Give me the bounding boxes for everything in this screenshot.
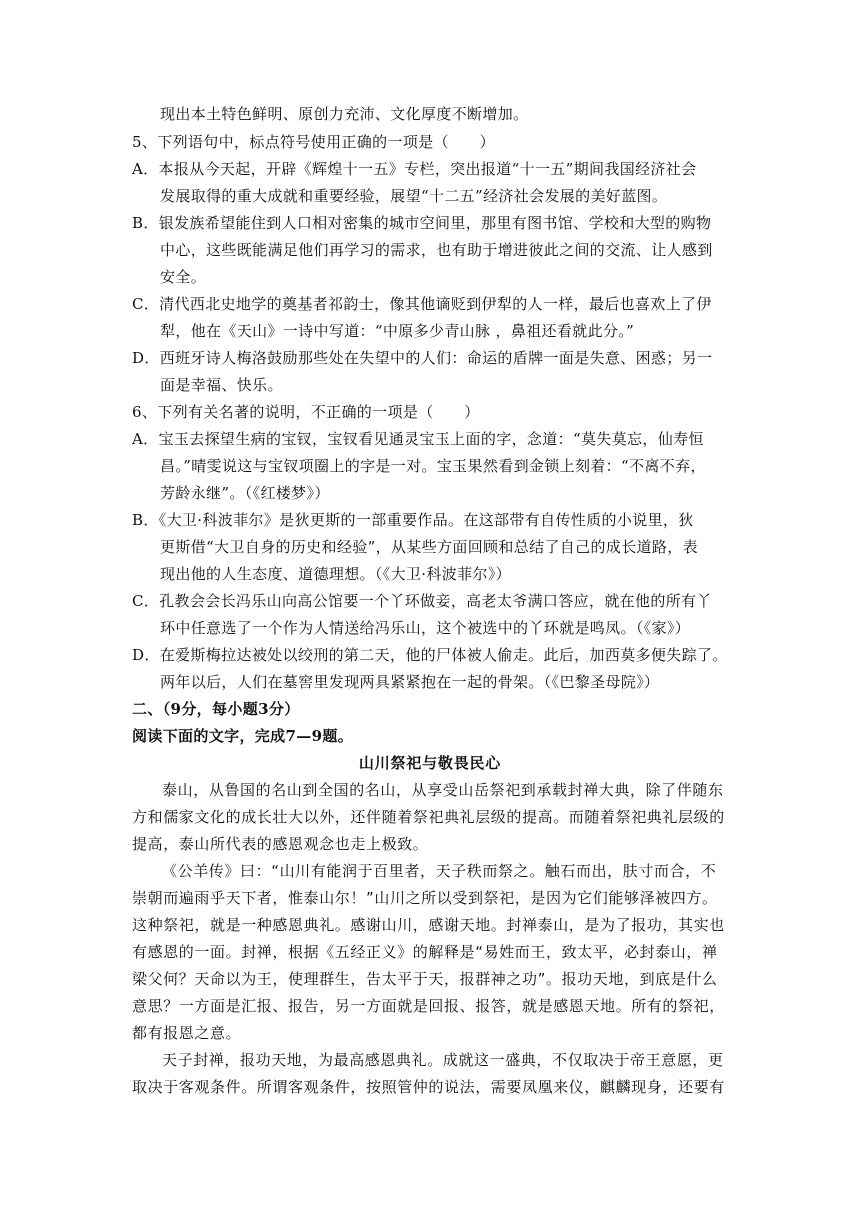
section-2-heading: 二、（9分，每小题3分） [132,700,300,718]
passage-p2-line-1: 《公羊传》曰：“山川有能润于百里者，天子秩而祭之。触石而出，肤寸而合，不 [162,862,717,880]
q5-option-a-line-1: A．本报从今天起，开辟《辉煌十一五》专栏，突出报道“十一五”期间我国经济社会 [132,160,697,178]
q6-option-d-line-2: 两年以后，人们在墓窖里发现两具紧紧抱在一起的骨架。（《巴黎圣母院》） [160,673,660,691]
passage-p2-line-6: 意思？一方面是汇报、报告，另一方面就是回报、报答，就是感恩天地。所有的祭祀， [132,997,725,1015]
q5-option-b-line-3: 安全。 [160,268,207,286]
q6-option-a-line-2: 昌。”晴雯说这与宝钗项圈上的字是一对。宝玉果然看到金锁上刻着：“不离不弃， [160,457,706,475]
passage-p1-line-2: 方和儒家文化的成长壮大以外，还伴随着祭祀典礼层级的提高。而随着祭祀典礼层级的 [132,808,725,826]
section-2-instruction: 阅读下面的文字，完成7—9题。 [132,727,354,745]
q6-option-b-line-3: 现出他的人生态度、道德理想。（《大卫·科波菲尔》） [160,565,512,583]
q6-option-b-line-1: B．《大卫·科波菲尔》是狄更斯的一部重要作品。在这部带有自传性质的小说里，狄 [132,511,694,529]
passage-p1-line-3: 提高，泰山所代表的感恩观念也走上极致。 [132,835,429,853]
question-6-stem: 6、下列有关名著的说明，不正确的一项是（ ） [132,403,480,421]
passage-p2-line-7: 都有报恩之意。 [132,1024,242,1042]
q6-option-c-line-1: C．孔教会会长冯乐山向高公馆要一个丫环做妾，高老太爷满口答应，就在他的所有丫 [132,592,712,610]
q5-option-c-line-1: C．清代西北史地学的奠基者祁韵士，像其他谪贬到伊犁的人一样，最后也喜欢上了伊 [132,295,712,313]
q5-option-b-line-1: B．银发族希望能住到人口相对密集的城市空间里，那里有图书馆、学校和大型的购物 [132,214,712,232]
q5-option-d-line-1: D．西班牙诗人梅洛鼓励那些处在失望中的人们：命运的盾牌一面是失意、困惑；另一 [132,349,713,367]
q5-option-b-line-2: 中心，这些既能满足他们再学习的需求，也有助于增进彼此之间的交流、让人感到 [160,241,713,259]
passage-title: 山川祭祀与敬畏民心 [358,754,502,772]
q6-option-b-line-2: 更斯借“大卫自身的历史和经验”，从某些方面回顾和总结了自己的成长道路，表 [160,538,698,556]
question-5-stem: 5、下列语句中，标点符号使用正确的一项是（ ） [132,133,495,151]
q6-option-a-line-1: A．宝玉去探望生病的宝钗，宝钗看见通灵宝玉上面的字，念道：“莫失莫忘，仙寿恒 [132,430,704,448]
q5-option-a-line-2: 发展取得的重大成就和重要经验，展望“十二五”经济社会发展的美好蓝图。 [160,187,668,205]
passage-p2-line-3: 这种祭祀，就是一种感恩典礼。感谢山川，感谢天地。封禅泰山，是为了报功，其实也 [132,916,725,934]
passage-p3-line-1: 天子封禅，报功天地，为最高感恩典礼。成就这一盛典，不仅取决于帝王意愿，更 [162,1051,724,1069]
continuation-line: 现出本土特色鲜明、原创力充沛、文化厚度不断增加。 [160,105,529,123]
q5-option-d-line-2: 面是幸福、快乐。 [160,376,283,394]
passage-p2-line-5: 梁父何？天命以为王，使理群生，告太平于天，报群神之功”。报功天地，到底是什么 [132,970,718,988]
passage-p2-line-2: 崇朝而遍雨乎天下者，惟泰山尔！”山川之所以受到祭祀，是因为它们能够泽被四方。 [132,889,718,907]
q6-option-a-line-3: 芳龄永继”。（《红楼梦》） [160,484,330,502]
q6-option-d-line-1: D．在爱斯梅拉达被处以绞刑的第二天，他的尸体被人偷走。此后，加西莫多便失踪了。 [132,646,728,664]
passage-p2-line-4: 有感恩的一面。封禅，根据《五经正义》的解释是“易姓而王，致太平，必封泰山，禅 [132,943,718,961]
q6-option-c-line-2: 环中任意选了一个作为人情送给冯乐山，这个被选中的丫环就是鸣凤。（《家》） [160,619,691,637]
q5-option-c-line-2: 犁，他在《天山》一诗中写道：“中原多少青山脉 ，鼻祖还看就此分。” [160,322,635,340]
passage-p1-line-1: 泰山，从鲁国的名山到全国的名山，从享受山岳祭祀到承载封禅大典，除了伴随东 [162,781,724,799]
passage-p3-line-2: 取决于客观条件。所谓客观条件，按照管仲的说法，需要凤凰来仪，麒麟现身，还要有 [132,1078,725,1096]
